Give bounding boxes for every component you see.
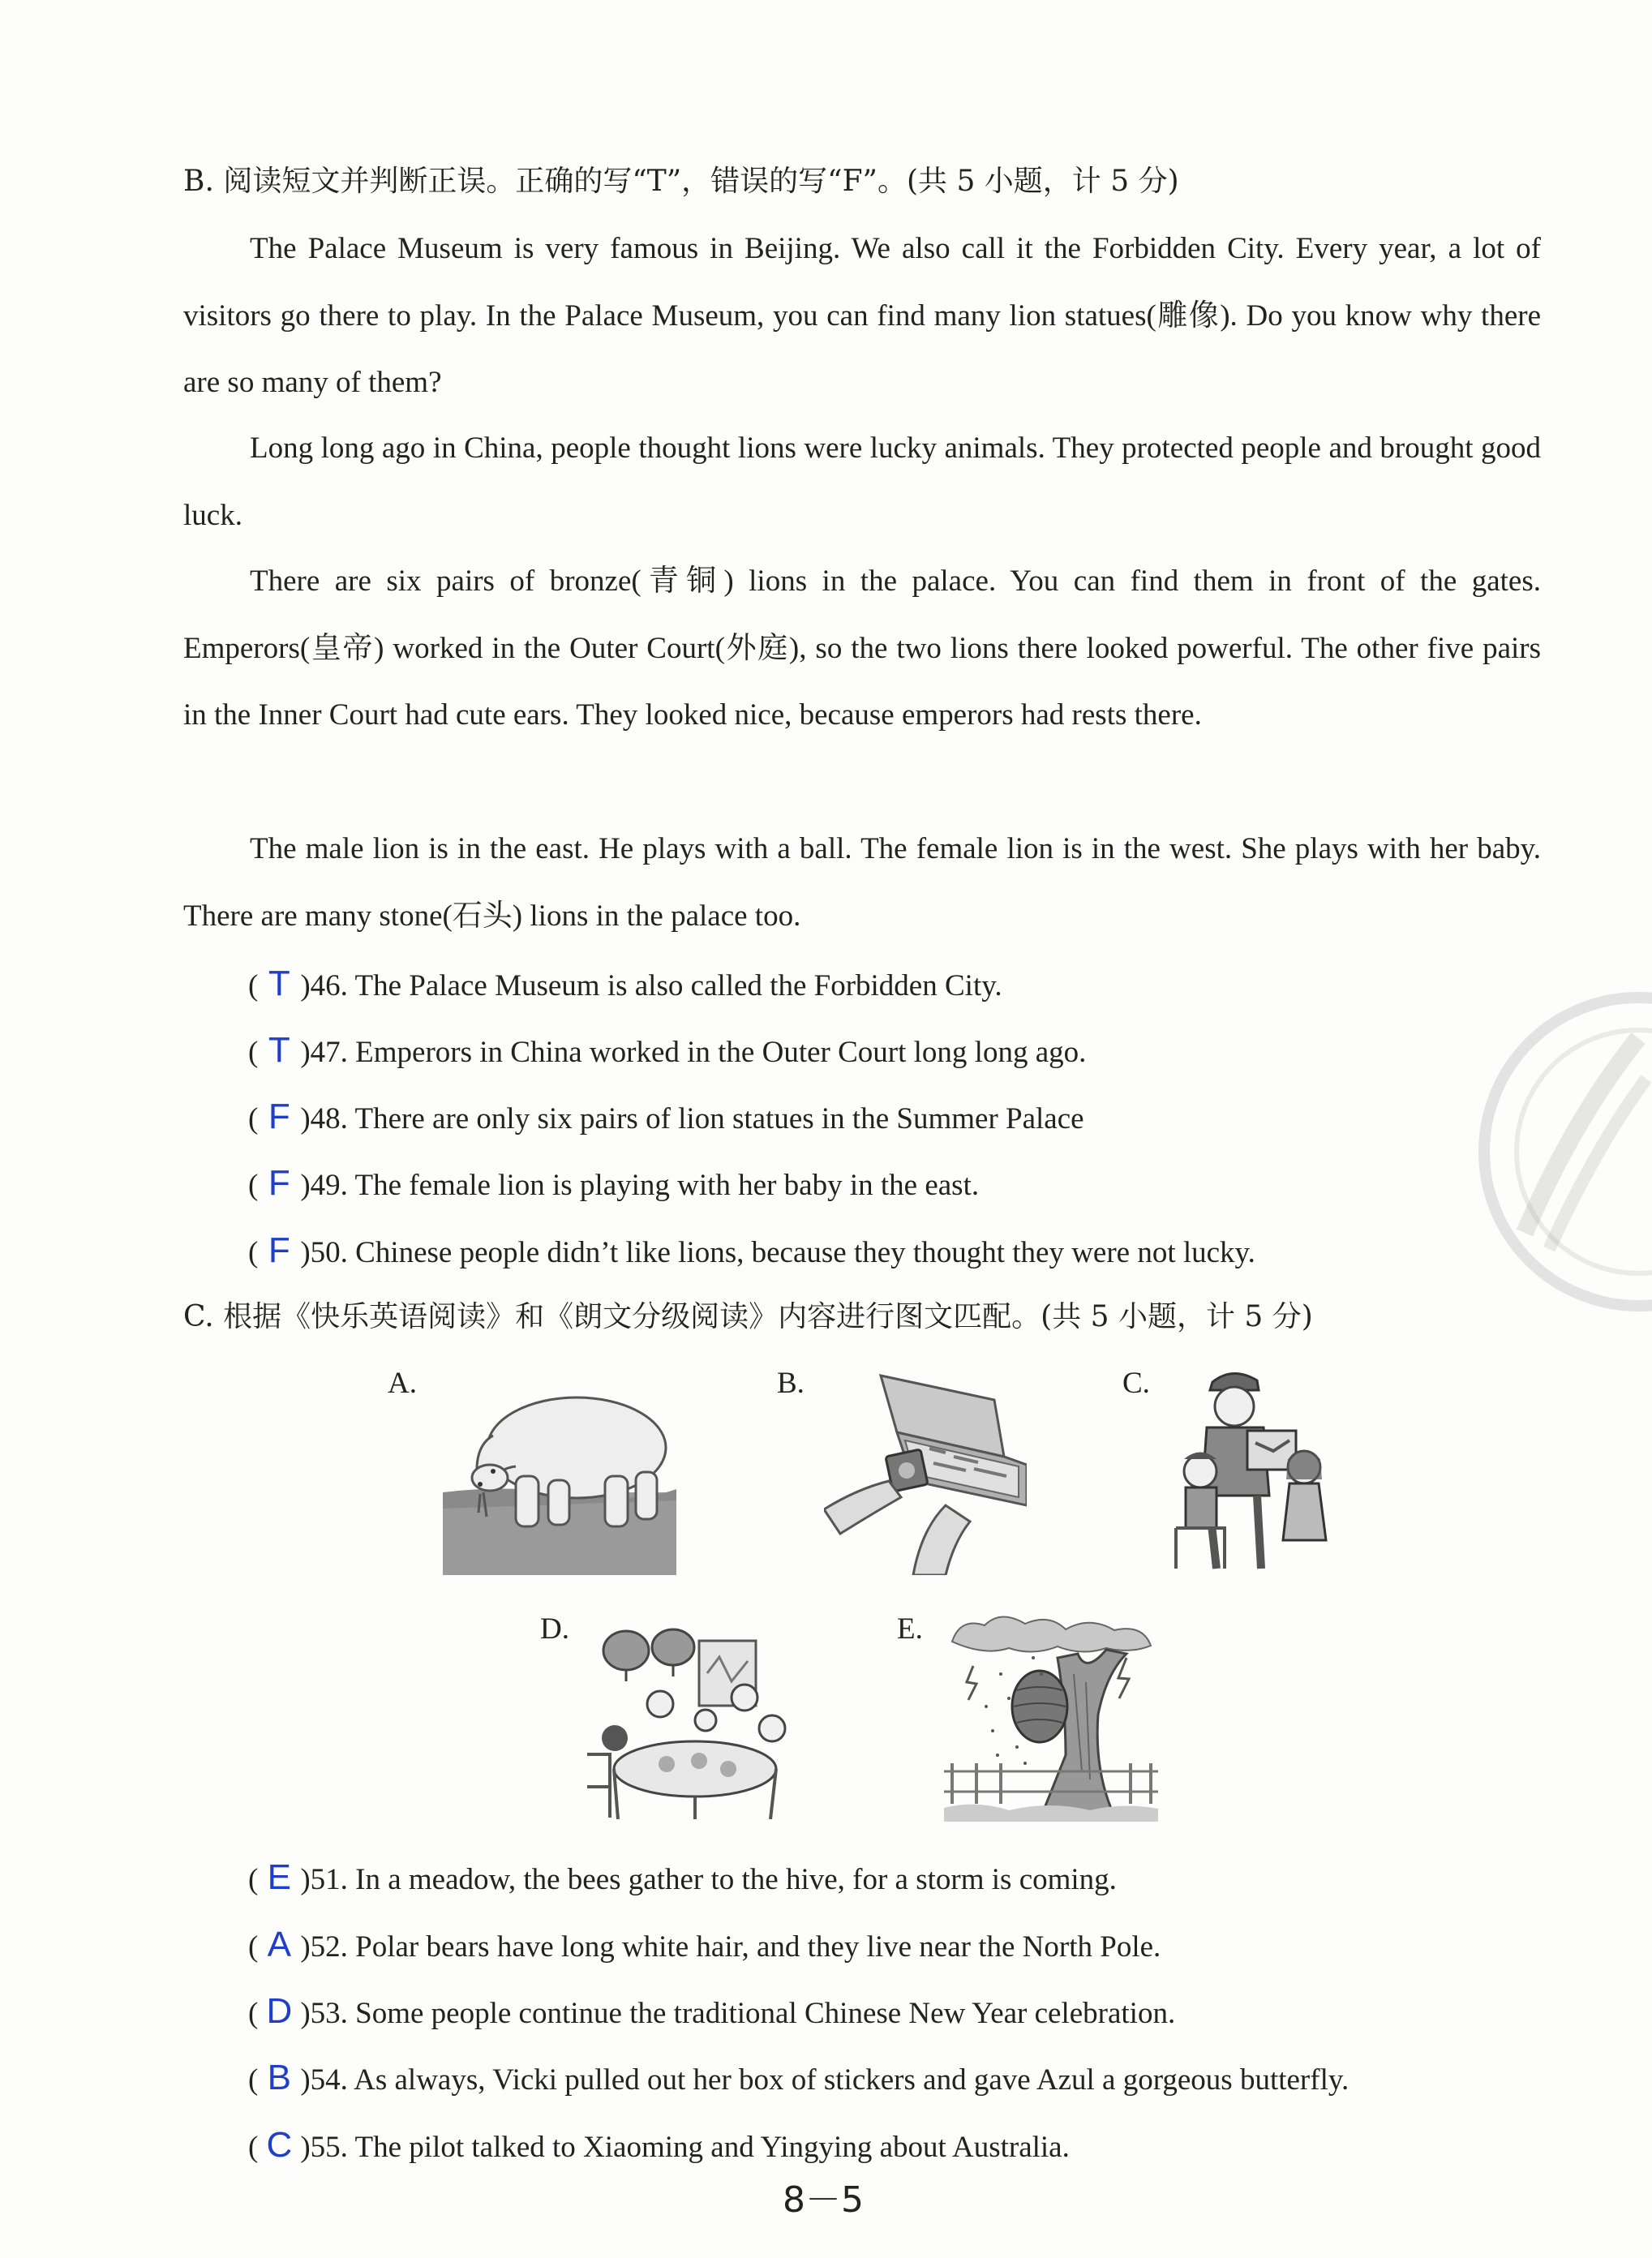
answer-48[interactable]: F xyxy=(268,1097,290,1136)
passage-paragraph-3: There are six pairs of bronze(青铜) lions in the palace. You can find them in front of the gates. Emperors(皇帝) worked in the Outer Court(外庭), so the two lions there looked powerful. The other five pairs in the Inner Court had cute ears. They looked nice, because emperors had rests there. xyxy=(183,564,1541,732)
option-b-label: B. xyxy=(777,1367,805,1400)
option-d-label: D. xyxy=(540,1612,569,1646)
answer-47[interactable]: T xyxy=(268,1030,290,1070)
answer-51[interactable]: E xyxy=(267,1857,291,1897)
question-text: The female lion is playing with her baby in the east. xyxy=(354,1169,980,1202)
question-text: As always, Vicki pulled out her box of stickers and gave Azul a gorgeous butterfly. xyxy=(354,2063,1349,2097)
question-number: )51. xyxy=(300,1863,348,1896)
question-number: )50. xyxy=(300,1236,348,1269)
sticker-box-icon xyxy=(824,1367,1027,1575)
decorative-seal-icon xyxy=(1476,973,1652,1346)
question-number: )52. xyxy=(300,1930,348,1964)
question-47: ( T )47. Emperors in China worked in the Outer Court long long ago. xyxy=(248,1028,1086,1075)
answer-52[interactable]: A xyxy=(267,1925,291,1964)
question-text: Some people continue the traditional Chinese New Year celebration. xyxy=(355,1997,1176,2030)
passage-paragraph-4: The male lion is in the east. He plays with a ball. The female lion is in the west. She plays with her baby. There are many stone(石头) lions in the palace too. xyxy=(183,832,1541,933)
question-number: )47. xyxy=(300,1036,348,1069)
question-50: ( F )50. Chinese people didn’t like lions, because they thought they were not lucky. xyxy=(248,1228,1255,1276)
question-text: In a meadow, the bees gather to the hive, for a storm is coming. xyxy=(355,1863,1117,1896)
question-number: )46. xyxy=(300,969,348,1002)
question-number: )49. xyxy=(300,1169,348,1202)
question-text: The pilot talked to Xiaoming and Yingying about Australia. xyxy=(354,2131,1070,2164)
question-text: Polar bears have long white hair, and they live near the North Pole. xyxy=(355,1930,1161,1964)
question-54: ( B )54. As always, Vicki pulled out her box of stickers and gave Azul a gorgeous butterfly. xyxy=(248,2055,1349,2103)
question-number: )55. xyxy=(300,2131,348,2164)
option-e-label: E. xyxy=(897,1612,923,1646)
option-c-label: C. xyxy=(1122,1367,1150,1400)
answer-55[interactable]: C xyxy=(266,2125,293,2165)
option-a-label: A. xyxy=(388,1367,417,1400)
question-53: ( D )53. Some people continue the traditional Chinese New Year celebration. xyxy=(248,1989,1175,2037)
section-c-heading: C. 根据《快乐英语阅读》和《朗文分级阅读》内容进行图文匹配。(共 5 小题，计 5 分) xyxy=(183,1300,1313,1333)
passage-paragraph-1: The Palace Museum is very famous in Beijing. We also call it the Forbidden City. Every year, a lot of visitors go there to play. In the Palace Museum, you can find many lion statues(雕像). Do you know why there are so many of them? xyxy=(183,232,1541,399)
question-46: ( T )46. The Palace Museum is also called the Forbidden City. xyxy=(248,961,1002,1009)
answer-53[interactable]: D xyxy=(266,1991,293,2031)
answer-50[interactable]: F xyxy=(268,1230,290,1270)
question-text: Emperors in China worked in the Outer Court long long ago. xyxy=(355,1036,1087,1069)
family-dinner-icon xyxy=(586,1625,796,1819)
storm-tree-hive-icon xyxy=(944,1609,1158,1822)
question-49: ( F )49. The female lion is playing with her baby in the east. xyxy=(248,1161,979,1208)
question-text: The Palace Museum is also called the Forbidden City. xyxy=(354,969,1002,1002)
pilot-with-children-icon xyxy=(1168,1366,1330,1575)
answer-54[interactable]: B xyxy=(267,2058,291,2097)
question-number: )54. xyxy=(300,2063,348,2097)
question-text: There are only six pairs of lion statues in the Summer Palace xyxy=(354,1102,1084,1135)
passage-paragraph-2: Long long ago in China, people thought lions were lucky animals. They protected people and brought good luck. xyxy=(183,431,1541,532)
polar-bear-icon xyxy=(443,1371,676,1575)
question-52: ( A )52. Polar bears have long white hair, and they live near the North Pole. xyxy=(248,1922,1161,1970)
question-51: ( E )51. In a meadow, the bees gather to the hive, for a storm is coming. xyxy=(248,1855,1117,1903)
page-number: 8－5 xyxy=(783,2179,864,2221)
question-number: )53. xyxy=(300,1997,348,2030)
question-text: Chinese people didn’t like lions, because they thought they were not lucky. xyxy=(355,1236,1255,1269)
question-55: ( C )55. The pilot talked to Xiaoming and Yingying about Australia. xyxy=(248,2123,1070,2170)
section-b-heading: B. 阅读短文并判断正误。正确的写“T”，错误的写“F”。(共 5 小题，计 5 分) xyxy=(183,165,1179,198)
question-48: ( F )48. There are only six pairs of lion statues in the Summer Palace xyxy=(248,1094,1084,1142)
question-number: )48. xyxy=(300,1102,348,1135)
answer-46[interactable]: T xyxy=(268,964,290,1003)
answer-49[interactable]: F xyxy=(268,1163,290,1203)
